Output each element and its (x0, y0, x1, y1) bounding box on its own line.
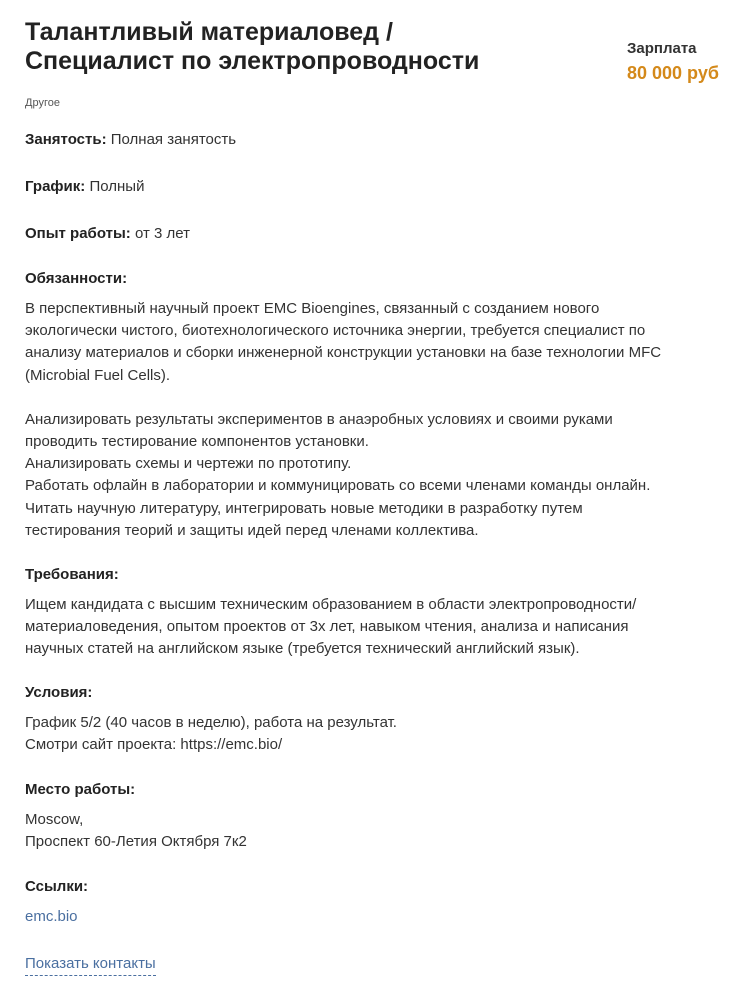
conditions-body (25, 712, 725, 756)
vacancy-title (25, 18, 595, 76)
salary-value: 80 000 руб (627, 63, 719, 83)
experience-field (25, 223, 190, 245)
duties-line: анализу материалов и сборки инженерной конструкции установки на базе технологии MFC (25, 344, 662, 362)
requirements-heading: Требования: (25, 566, 119, 583)
requirements-line: научных статей на английском языке (требуется технический английский язык). (25, 640, 580, 658)
duties-line: Читать научную литературу, интегрировать новые методики в разработку путем (25, 499, 583, 517)
schedule-value: Полный (89, 178, 145, 195)
duties-line: (Microbial Fuel Cells). (25, 366, 171, 384)
project-link[interactable]: emc.bio (25, 908, 78, 925)
duties-line: экологически чистого, биотехнологического источника энергии, требуется специалист по (25, 322, 646, 340)
experience-label: Опыт работы: (25, 225, 131, 242)
requirements-line: Ищем кандидата с высшим техническим образованием в области электропроводности/ (25, 596, 637, 613)
location-heading: Место работы: (25, 781, 136, 798)
duties-body (25, 298, 725, 542)
vacancy-category: Другое (25, 97, 60, 109)
requirements-line: материаловедения, опытом проектов от 3х лет, навыком чтения, анализа и написания (25, 618, 629, 636)
requirements-body (25, 594, 725, 661)
location-line: Проспект 60-Летия Октября 7к2 (25, 833, 247, 851)
duties-line: Анализировать результаты экспериментов в анаэробных условиях и своими руками (25, 410, 613, 428)
duties-section (25, 268, 725, 542)
vacancy-title-line-1: Талантливый материаловед / (25, 18, 393, 46)
conditions-heading: Условия: (25, 684, 93, 701)
duties-heading: Обязанности: (25, 270, 128, 287)
duties-line: В перспективный научный проект EMC Bioengines, связанный с созданием нового (25, 300, 600, 317)
conditions-line: График 5/2 (40 часов в неделю), работа на результат. (25, 714, 397, 731)
links-heading: Ссылки: (25, 878, 89, 895)
employment-field (25, 129, 236, 151)
experience-value: от 3 лет (134, 225, 190, 242)
conditions-line: Смотри сайт проекта: https://emc.bio/ (25, 736, 283, 754)
requirements-section (25, 564, 725, 661)
show-contacts-button[interactable]: Показать контакты (25, 953, 156, 976)
employment-value: Полная занятость (110, 131, 237, 148)
location-section (25, 779, 725, 853)
salary-label: Зарплата (627, 40, 697, 57)
duties-line: Анализировать схемы и чертежи по прототипу. (25, 455, 352, 473)
vacancy-title-line-2: Специалист по электропроводности (25, 47, 480, 75)
duties-line: тестирования теорий и защиты идей перед членами коллектива. (25, 521, 479, 539)
conditions-section (25, 682, 725, 756)
links-body (25, 906, 725, 928)
duties-line: Работать офлайн в лаборатории и коммуницировать со всеми членами команды онлайн. (25, 477, 651, 495)
schedule-field (25, 176, 144, 198)
salary-block (627, 40, 737, 84)
location-body (25, 809, 725, 853)
location-line: Moscow, (25, 811, 84, 828)
links-section (25, 876, 725, 928)
duties-line: проводить тестирование компонентов установки. (25, 433, 369, 451)
schedule-label: График: (25, 178, 86, 195)
employment-label: Занятость: (25, 131, 107, 148)
